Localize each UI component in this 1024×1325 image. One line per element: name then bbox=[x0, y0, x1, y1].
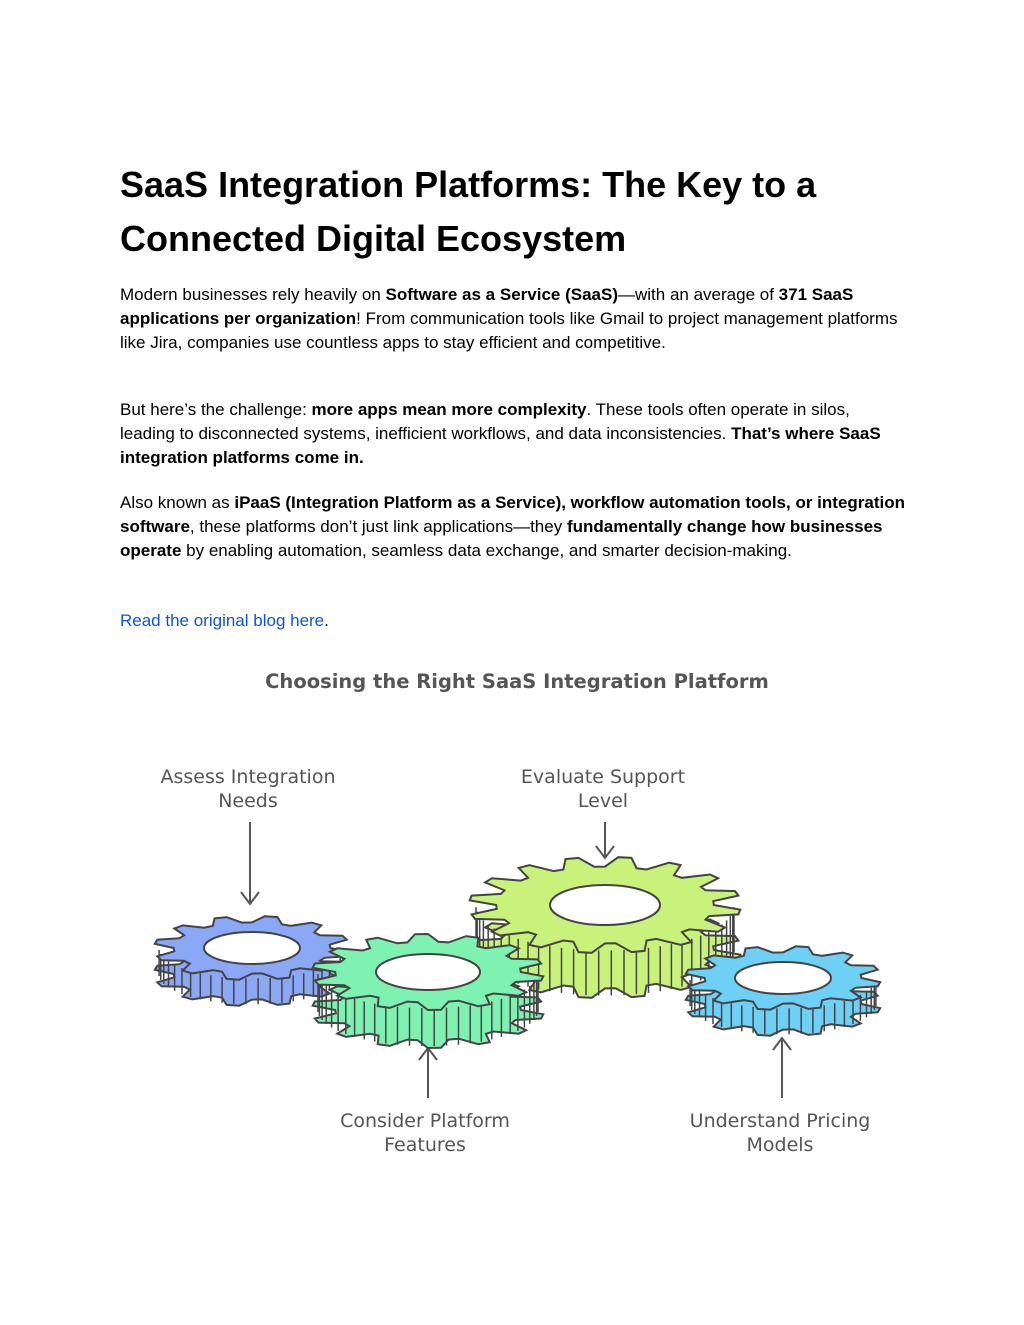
arrow-consider bbox=[419, 1048, 437, 1098]
arrow-assess bbox=[241, 822, 259, 904]
gear-cyan bbox=[686, 946, 880, 1035]
arrows bbox=[241, 822, 791, 1098]
page-title: SaaS Integration Platforms: The Key to a Connected Digital Ecosystem bbox=[120, 164, 817, 259]
label-understand-line2: Models bbox=[746, 1134, 814, 1156]
p3-text-1: Also known as bbox=[120, 493, 235, 512]
gear-lime bbox=[470, 857, 741, 998]
p3-text-2: , these platforms don’t just link applications—they bbox=[189, 517, 567, 537]
label-assess-line2: Needs bbox=[218, 790, 278, 812]
p1-bold-2: 371 SaaS applications per organization bbox=[120, 285, 854, 329]
figure-title: Choosing the Right SaaS Integration Platform bbox=[265, 670, 769, 693]
label-consider-line1: Consider Platform bbox=[340, 1110, 510, 1132]
label-evaluate-line1: Evaluate Support bbox=[520, 766, 686, 788]
p2-text-2: . These tools often operate in silos, leading to disconnected systems, inefficient workflows, and data inconsistencies. bbox=[120, 400, 850, 444]
p1-bold-1: Software as a Service (SaaS) bbox=[385, 285, 618, 304]
p3-bold-1: iPaaS (Integration Platform as a Service), workflow automation tools, or integration software bbox=[120, 493, 906, 537]
ipaas-paragraph bbox=[120, 491, 905, 564]
gear-blue bbox=[155, 916, 349, 1005]
arrow-understand bbox=[773, 1038, 791, 1098]
intro-paragraph bbox=[120, 283, 905, 356]
p1-text-3: ! From communication tools like Gmail to project management platforms like Jira, companies use countless apps to stay efficient and competitive. bbox=[120, 309, 898, 353]
gear-green bbox=[313, 934, 544, 1048]
p1-text-2: —with an average of bbox=[618, 285, 779, 304]
label-evaluate-line2: Level bbox=[577, 790, 629, 812]
challenge-paragraph bbox=[120, 398, 905, 471]
original-blog-link[interactable]: Read the original blog here bbox=[120, 611, 325, 630]
p3-bold-2: fundamentally change how businesses operate bbox=[120, 517, 883, 561]
p2-bold-2: That’s where SaaS integration platforms come in. bbox=[120, 424, 881, 468]
link-period: . bbox=[324, 611, 329, 630]
link-paragraph bbox=[120, 609, 905, 633]
label-understand-line1: Understand Pricing bbox=[689, 1110, 871, 1132]
label-assess-line1: Assess Integration bbox=[160, 766, 336, 788]
gears bbox=[155, 857, 880, 1048]
p3-text-3: by enabling automation, seamless data exchange, and smarter decision-making. bbox=[181, 541, 792, 561]
p2-text-1: But here’s the challenge: bbox=[120, 400, 312, 419]
arrow-evaluate bbox=[596, 822, 614, 858]
p1-text-1: Modern businesses rely heavily on bbox=[120, 285, 386, 304]
p2-bold-1: more apps mean more complexity bbox=[311, 400, 587, 419]
label-consider-line2: Features bbox=[384, 1134, 466, 1156]
